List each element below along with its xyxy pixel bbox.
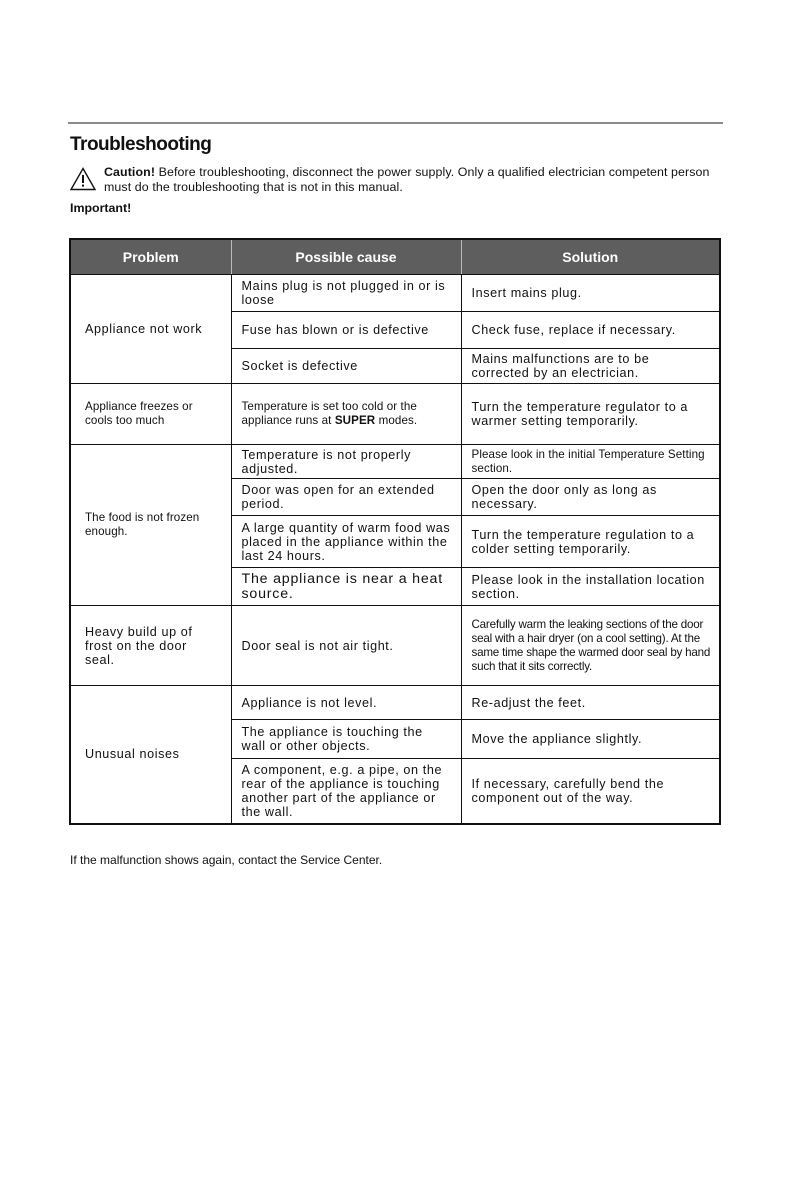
caution-body: Before troubleshooting, disconnect the power supply. Only a qualified electrician competent person must do the troubleshooting that is not in this manual. (104, 165, 710, 194)
solution-cell: Please look in the initial Temperature Setting section. (461, 445, 720, 479)
problem-cell: Appliance freezes or cools too much (70, 384, 231, 445)
caution-text (104, 165, 720, 195)
cause-cell: A component, e.g. a pipe, on the rear of the appliance is touching another part of the appliance or the wall. (231, 759, 461, 824)
cause-cell: Mains plug is not plugged in or is loose (231, 275, 461, 312)
solution-cell: Turn the temperature regulation to a colder setting temporarily. (461, 516, 720, 568)
problem-cell: Heavy build up of frost on the door seal. (70, 606, 231, 686)
table-header-row (70, 239, 720, 275)
footer-note: If the malfunction shows again, contact the Service Center. (70, 853, 383, 867)
header-rule (68, 122, 723, 124)
table-row (70, 445, 720, 479)
solution-cell: Insert mains plug. (461, 275, 720, 312)
cause-cell: Door seal is not air tight. (231, 606, 461, 686)
troubleshooting-table (69, 238, 721, 825)
solution-cell: Carefully warm the leaking sections of the door seal with a hair dryer (on a cool setting). At the same time shape the warmed door seal by hand such that it sits correctly. (461, 606, 720, 686)
solution-cell: Please look in the installation location section. (461, 568, 720, 606)
header-cause: Possible cause (231, 239, 461, 275)
cause-cell: Door was open for an extended period. (231, 479, 461, 516)
cause-cell: A large quantity of warm food was placed in the appliance within the last 24 hours. (231, 516, 461, 568)
table-row (70, 606, 720, 686)
table-row (70, 686, 720, 720)
cause-cell: The appliance is near a heat source. (231, 568, 461, 606)
problem-cell (70, 275, 231, 384)
cause-cell: The appliance is touching the wall or other objects. (231, 720, 461, 759)
cause-cell (231, 384, 461, 445)
problem-text: Appliance not work (85, 322, 203, 336)
cause-text: Temperature is set too cold or the appliance runs at (241, 400, 417, 427)
cause-cell: Socket is defective (231, 349, 461, 384)
solution-cell: Turn the temperature regulator to a warmer setting temporarily. (461, 384, 720, 445)
cause-cell: Fuse has blown or is defective (231, 312, 461, 349)
caution-notice (70, 165, 720, 195)
cause-cell: Temperature is not properly adjusted. (231, 445, 461, 479)
cause-text-end: modes. (375, 414, 418, 427)
problem-cell: The food is not frozen enough. (70, 445, 231, 606)
super-mode-label: SUPER (334, 414, 376, 427)
warning-triangle-icon (70, 167, 96, 191)
header-problem: Problem (70, 239, 231, 275)
cause-cell: Appliance is not level. (231, 686, 461, 720)
table-row (70, 384, 720, 445)
solution-cell: Mains malfunctions are to be corrected by an electrician. (461, 349, 720, 384)
problem-cell: Unusual noises (70, 686, 231, 824)
solution-cell: Check fuse, replace if necessary. (461, 312, 720, 349)
page-title: Troubleshooting (70, 134, 212, 155)
header-solution: Solution (461, 239, 720, 275)
table-row (70, 275, 720, 312)
solution-cell: Re-adjust the feet. (461, 686, 720, 720)
solution-cell: Open the door only as long as necessary. (461, 479, 720, 516)
solution-cell: Move the appliance slightly. (461, 720, 720, 759)
solution-cell: If necessary, carefully bend the component out of the way. (461, 759, 720, 824)
important-label: Important! (70, 201, 132, 215)
caution-label: Caution! (104, 165, 156, 179)
